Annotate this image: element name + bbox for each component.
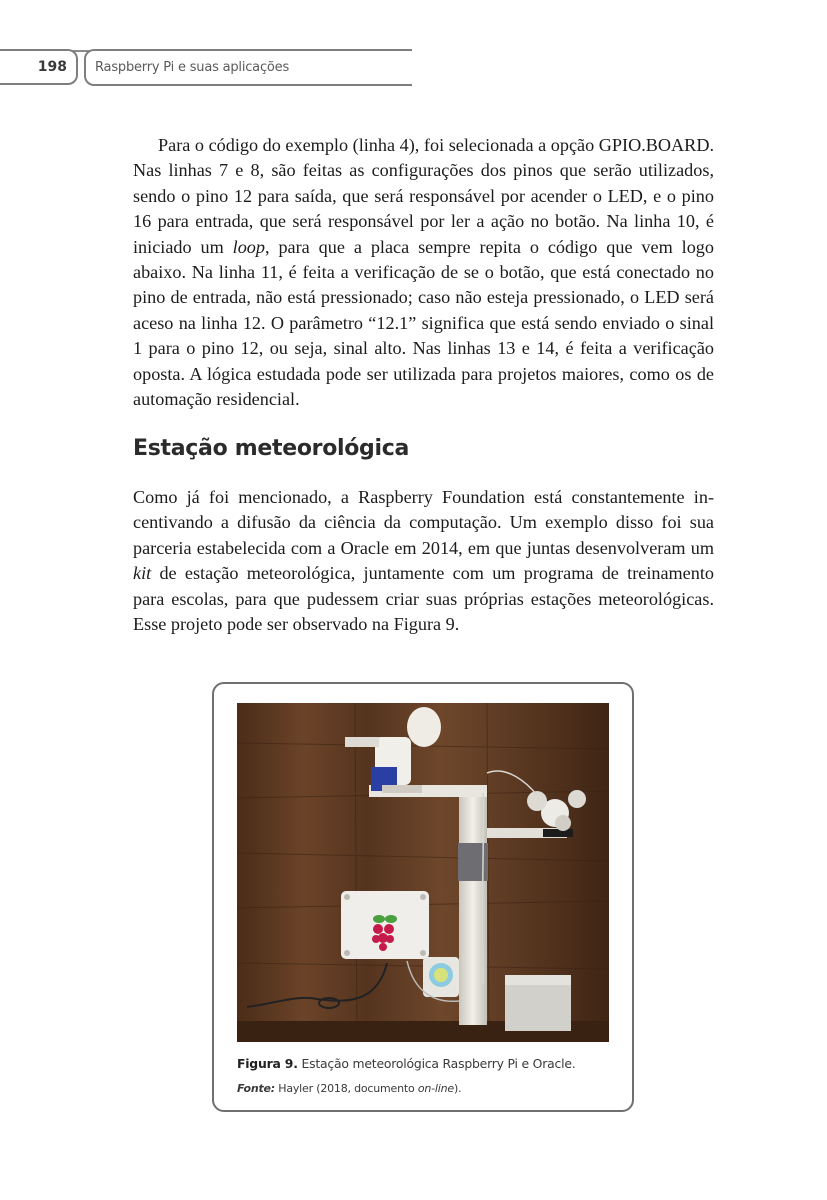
paragraph-2-text-a: Como já foi mencionado, a Raspberry Foundation está constantemente incentivando a difusão da ciência da computação. Um exemplo disso foi sua parceria estabelecida com a Oracle em 2014, em que juntas desenvolveram um bbox=[133, 487, 714, 558]
running-header-title: Raspberry Pi e suas aplicações bbox=[84, 49, 412, 86]
source-end: ). bbox=[453, 1082, 462, 1095]
weather-station-photo bbox=[237, 703, 609, 1042]
figure-caption bbox=[237, 1056, 617, 1071]
page-number: 198 bbox=[0, 49, 78, 85]
source-label: Fonte: bbox=[237, 1082, 275, 1095]
body-paragraph-1 bbox=[133, 133, 714, 412]
figure-label: Figura 9. bbox=[237, 1056, 298, 1071]
section-heading: Estação meteorológica bbox=[133, 436, 410, 461]
kit-term: kit bbox=[133, 563, 152, 584]
paragraph-2-text-b: de estação meteorológica, juntamente com um programa de treinamento para escolas, para que pudessem criar suas próprias estações meteorológicas. Esse projeto pode ser observado na Figura 9. bbox=[133, 563, 714, 635]
paragraph-1-text-b: , para que a placa sempre repita o código que vem logo abaixo. Na linha 11, é feita a verificação de se o botão, que está conectado no pino de entrada, não está pressionado; caso não esteja pressionado, o LED será aceso na linha 12. O parâmetro “12.1” significa que está sendo enviado o sinal 1 para o pino 12, ou seja, sinal alto. Nas linhas 13 e 14, é feita a verificação oposta. A lógica estudada pode ser utilizada para projetos maiores, como os de automação residencial. bbox=[133, 236, 714, 410]
body-paragraph-2 bbox=[133, 485, 714, 637]
paragraph-1-text-a: Para o código do exemplo (linha 4), foi selecionada a opção GPIO.BOARD. Nas linhas 7 e 8, são feitas as configurações dos pinos que serão utilizados, sendo o pino 12 para saída, que será responsável por acender o LED, e o pino 16 para entrada, que será responsável por ler a ação no botão. Na linha 10, é iniciado um bbox=[133, 135, 714, 257]
figure-source bbox=[237, 1082, 617, 1095]
figure-caption-text: Estação meteorológica Raspberry Pi e Oracle. bbox=[297, 1056, 576, 1071]
source-text: Hayler (2018, documento bbox=[274, 1082, 418, 1095]
loop-term: loop bbox=[232, 236, 265, 257]
source-italic: on-line bbox=[417, 1082, 454, 1095]
